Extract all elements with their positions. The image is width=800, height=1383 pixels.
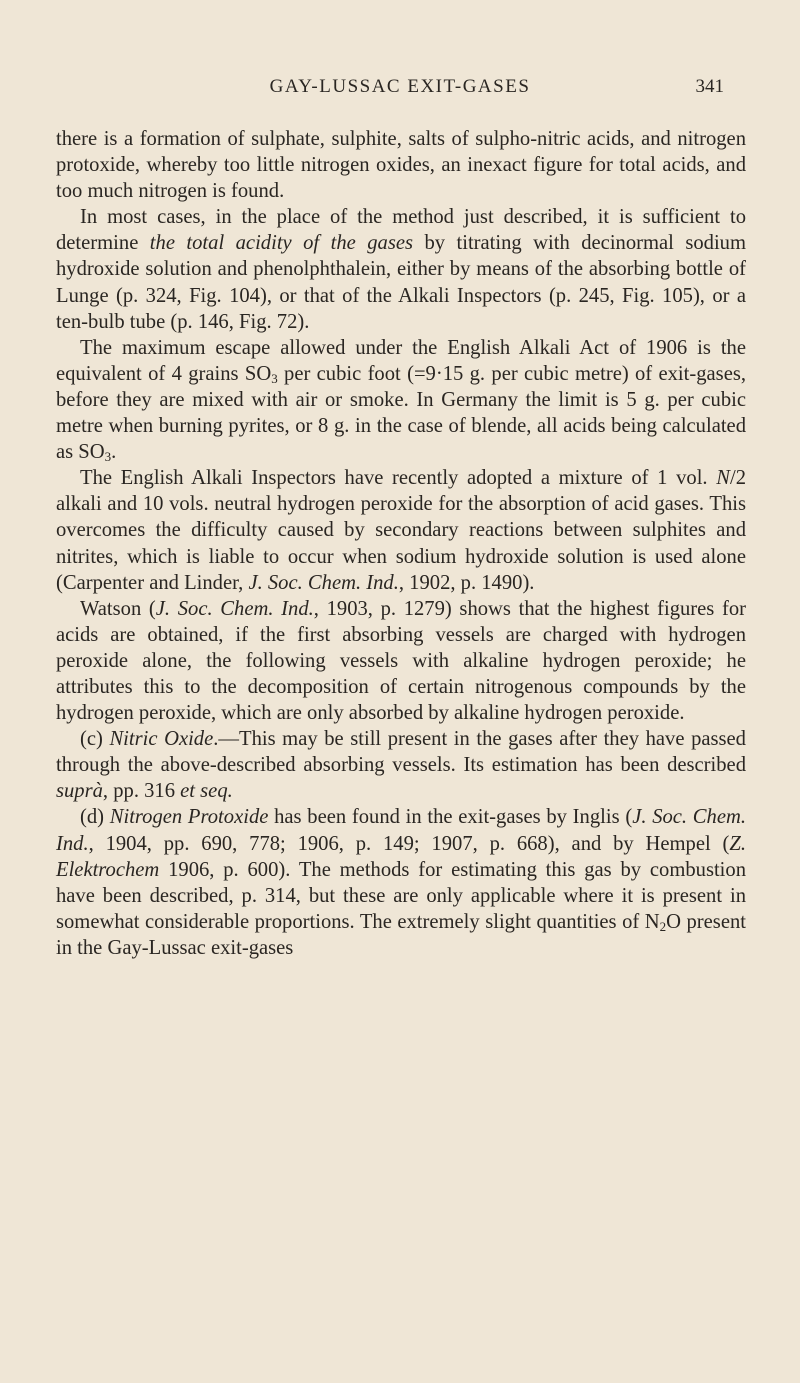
text-run: by titrating with decinormal sodium hydroxide solution and phenolphthalein, either by means of the absorbing bottle of Lunge (p. 324, Fig. 104), or that of the Alkali Inspectors (p. 245, Fig. 105), or a ten-bulb tube (p. 146, Fig. 72). — [56, 232, 746, 333]
subscript: 2 — [659, 918, 667, 934]
text-run: , 1903, p. 1279) shows that the highest figures for acids are obtained, if the first absorbing vessels are charged with hydrogen peroxide alone, the following vessels with alkaline hydrogen peroxide; he attributes this to the decomposition of certain nitrogenous compounds by the hydrogen peroxide, which are only absorbed by alkaline hydrogen peroxide. — [56, 597, 746, 725]
italic-text: Nitric Oxide — [109, 728, 214, 751]
italic-text: J. Soc. Chem. Ind. — [56, 806, 747, 855]
paragraph — [56, 804, 746, 961]
text-run: Watson ( — [80, 597, 156, 620]
italic-text: J. Soc. Chem. Ind. — [248, 571, 399, 594]
body-text — [56, 126, 746, 961]
italic-text: J. Soc. Chem. Ind. — [155, 597, 314, 620]
text-run: 1906, p. 600). The methods for estimating this gas by combustion have been described, p. 314, but these are only applicable where it is present in somewhat considerable proportions. The extremely slight quantities of N — [56, 858, 746, 933]
paragraph — [56, 596, 746, 726]
paragraph — [56, 126, 746, 204]
text-run: (c) — [80, 728, 110, 751]
italic-text: et seq. — [180, 780, 233, 803]
paragraph — [56, 726, 746, 804]
text-run: The English Alkali Inspectors have recently adopted a mixture of 1 vol. — [80, 467, 717, 490]
text-run: /2 alkali and 10 vols. neutral hydrogen peroxide for the absorption of acid gases. This overcomes the difficulty caused by secondary reactions between sulphites and nitrites, which is liable to occur when sodium hydroxide solution is used alone (Carpenter and Linder, — [56, 467, 746, 594]
text-run: , 1902, p. 1490). — [398, 571, 535, 594]
text-run: per cubic foot (=9·15 g. per cubic metre) of exit-gases, before they are mixed with air or smoke. In Germany the limit is 5 g. per cubic metre when burning pyrites, or 8 g. in the case of blende, all acids being calculated as SO — [56, 362, 746, 464]
running-title: GAY-LUSSAC EXIT-GASES — [269, 76, 531, 97]
running-head — [0, 72, 800, 106]
subscript: 3 — [104, 449, 112, 465]
italic-text: suprà — [56, 780, 103, 803]
text-run: there is a formation of sulphate, sulphite, salts of sulpho-nitric acids, and nitrogen protoxide, whereby too little nitrogen oxides, an inexact figure for total acids, and too much nitrogen is found. — [56, 128, 746, 203]
italic-text: N — [716, 467, 730, 490]
text-run: In most cases, in the place of the method just described, it is sufficient to determine — [56, 206, 746, 255]
italic-text: Z. Elektrochem — [56, 832, 746, 881]
text-run: The maximum escape allowed under the English Alkali Act of 1906 is the equivalent of 4 grains SO — [56, 336, 746, 385]
text-run: . — [111, 441, 117, 464]
text-run: , 1904, pp. 690, 778; 1906, p. 149; 1907, p. 668), and by Hempel ( — [88, 832, 730, 855]
italic-text: Nitrogen Protoxide — [109, 806, 269, 829]
page-number: 341 — [695, 76, 724, 97]
italic-text: the total acidity of the gases — [149, 232, 413, 255]
text-run: has been found in the exit-gases by Inglis ( — [268, 806, 633, 829]
subscript: 3 — [271, 370, 278, 386]
text-run: , pp. 316 — [102, 780, 181, 803]
paragraph — [56, 335, 746, 465]
text-run: .—This may be still present in the gases after they have passed through the above-described absorbing vessels. Its estimation has been described — [56, 728, 746, 777]
paragraph — [56, 465, 746, 595]
paragraph — [56, 204, 746, 334]
text-run: O present in the Gay-Lussac exit-gases — [56, 910, 746, 959]
text-run: (d) — [80, 806, 110, 829]
